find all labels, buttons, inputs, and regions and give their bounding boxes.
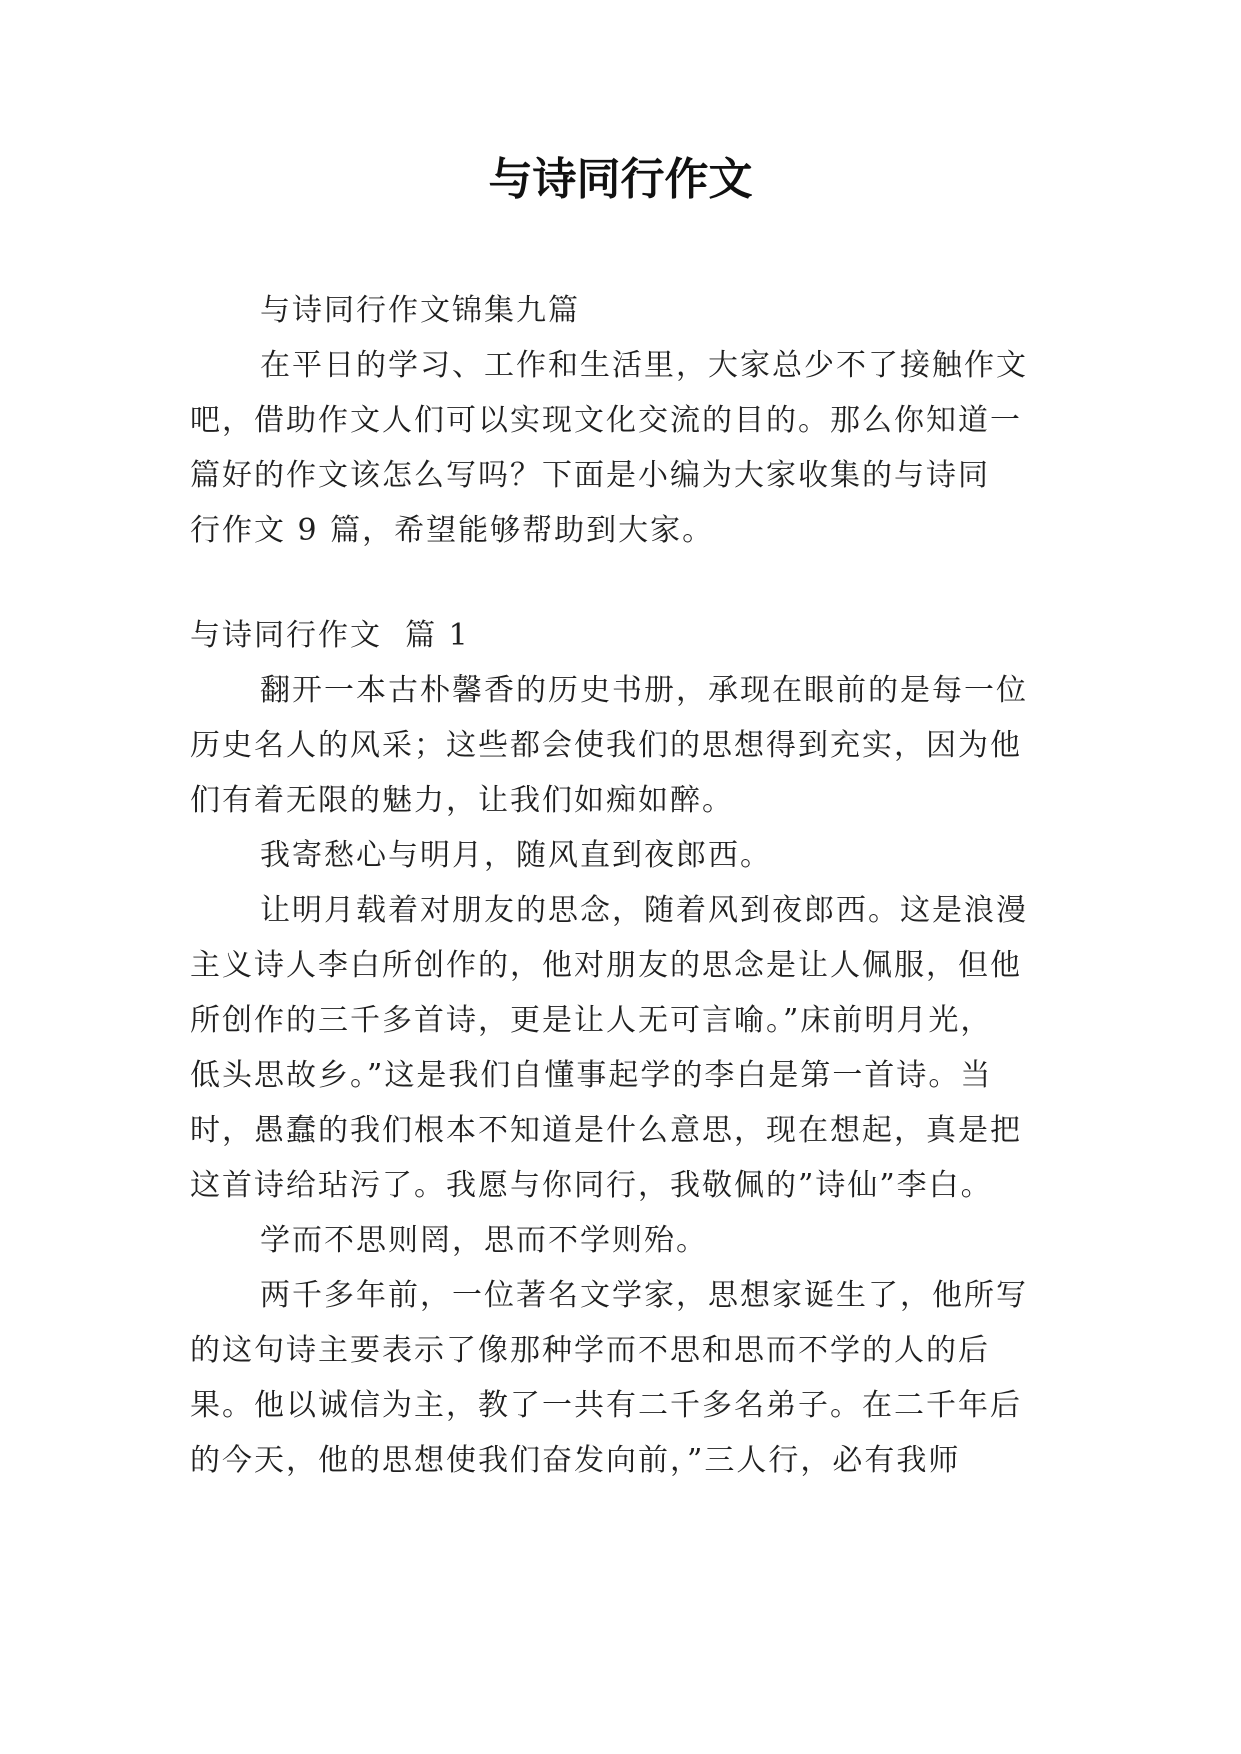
section-gap (190, 558, 1070, 608)
paragraph-line: 这首诗给玷污了。我愿与你同行，我敬佩的”诗仙”李白。 (190, 1168, 993, 1203)
paragraph-line: 时，愚蠢的我们根本不知道是什么意思，现在想起，真是把 (190, 1113, 1022, 1148)
document-body (190, 283, 1070, 1488)
intro-line: 篇好的作文该怎么写吗？下面是小编为大家收集的与诗同 (190, 458, 990, 493)
paragraph-line: 主义诗人李白所创作的，他对朋友的思念是让人佩服，但他 (190, 948, 1022, 983)
intro-line: 在平日的学习、工作和生活里，大家总少不了接触作文 (260, 348, 1028, 383)
subtitle: 与诗同行作文锦集九篇 (260, 293, 580, 328)
paragraph-line: 们有着无限的魅力，让我们如痴如醉。 (190, 783, 734, 818)
poem-quote: 我寄愁心与明月，随风直到夜郎西。 (260, 838, 772, 873)
paragraph-line: 的今天，他的思想使我们奋发向前，”三人行，必有我师 (190, 1443, 961, 1478)
section-heading: 与诗同行作文 篇 1 (190, 618, 470, 653)
poem-quote: 学而不思则罔，思而不学则殆。 (260, 1223, 708, 1258)
document-title: 与诗同行作文 (488, 154, 753, 205)
paragraph-line: 翻开一本古朴馨香的历史书册，承现在眼前的是每一位 (260, 673, 1028, 708)
intro-line: 吧，借助作文人们可以实现文化交流的目的。那么你知道一 (190, 403, 1022, 438)
paragraph-line: 所创作的三千多首诗，更是让人无可言喻。”床前明月光， (190, 1003, 993, 1038)
paragraph-line: 两千多年前，一位著名文学家，思想家诞生了，他所写 (260, 1278, 1028, 1313)
paragraph-line: 让明月载着对朋友的思念，随着风到夜郎西。这是浪漫 (260, 893, 1028, 928)
intro-line: 行作文 9 篇，希望能够帮助到大家。 (190, 513, 715, 548)
paragraph-line: 低头思故乡。”这是我们自懂事起学的李白是第一首诗。当 (190, 1058, 993, 1093)
paragraph-line: 历史名人的风采；这些都会使我们的思想得到充实，因为他 (190, 728, 1022, 763)
paragraph-line: 的这句诗主要表示了像那种学而不思和思而不学的人的后 (190, 1333, 990, 1368)
paragraph-line: 果。他以诚信为主，教了一共有二千多名弟子。在二千年后 (190, 1388, 1022, 1423)
